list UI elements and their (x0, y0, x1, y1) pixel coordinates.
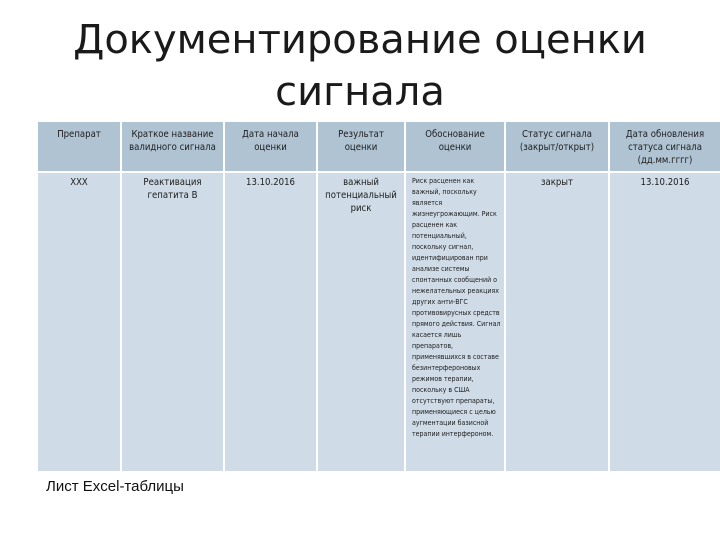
cell-justification: Риск расценен как важный, поскольку является жизнеугрожающим. Риск расценен как потенциальный, поскольку сигнал, идентифицирован при анализе системы спонтанных сообщений о нежелательных реакциях других анти-ВГС противовирусных средств прямого действия. Сигнал касается лишь препаратов, применявшихся в составе безинтерфероновых режимов терапии, поскольку в США отсутствуют препараты, применяющиеся с целью аугментации базисной терапии интерфероном. (406, 171, 506, 471)
header-signal-name: Краткое название валидного сигнала (122, 122, 225, 171)
table-header-row (38, 122, 720, 171)
header-justification: Обоснование оценки (406, 122, 506, 171)
header-update-date: Дата обновления статуса сигнала (дд.мм.гггг) (610, 122, 720, 171)
slide-title: Документирование оценки сигнала (73, 17, 647, 115)
header-start-date: Дата начала оценки (225, 122, 318, 171)
cell-signal-name: Реактивация гепатита В (122, 171, 225, 471)
signal-table (38, 122, 720, 471)
cell-start-date: 13.10.2016 (225, 171, 318, 471)
cell-status: закрыт (506, 171, 610, 471)
header-drug: Препарат (38, 122, 122, 171)
caption: Лист Excel-таблицы (46, 478, 184, 495)
cell-drug: ХХХ (38, 171, 122, 471)
cell-update-date: 13.10.2016 (610, 171, 720, 471)
table-row (38, 171, 720, 471)
header-result: Результат оценки (318, 122, 406, 171)
cell-result: важный потенциальный риск (318, 171, 406, 471)
header-status: Статус сигнала (закрыт/открыт) (506, 122, 610, 171)
